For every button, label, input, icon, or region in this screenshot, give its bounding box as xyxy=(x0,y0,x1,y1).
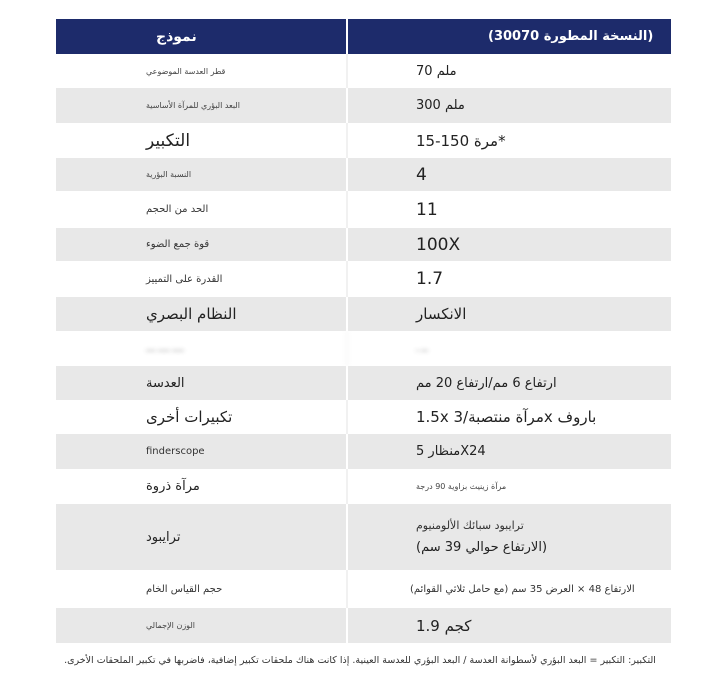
row-value: 15-150 مرة* xyxy=(346,123,671,158)
row-label: الوزن الإجمالي xyxy=(146,621,195,630)
row-label: القدرة على التمييز xyxy=(146,273,223,285)
row-value: الارتفاع 48 × العرض 35 سم (مع حامل ثلاثي القوائم) xyxy=(346,570,671,608)
row-value: الانكسار xyxy=(346,297,671,331)
tripod-height: (الارتفاع حوالي 39 سم) xyxy=(416,540,548,555)
row-label: قوة جمع الضوء xyxy=(146,239,210,250)
row-label: النسبة البؤرية xyxy=(146,170,192,179)
header-model: نموذج xyxy=(156,28,197,45)
table-row xyxy=(56,261,671,297)
row-label: العدسة xyxy=(146,375,185,391)
row-value: 11 xyxy=(346,191,671,228)
row-label: تكبيرات أخرى xyxy=(146,408,233,426)
table-row xyxy=(56,469,671,504)
header-version: (النسخة المطورة 30070) xyxy=(346,19,671,54)
row-label: البعد البؤري للمرآة الأساسية xyxy=(146,101,240,110)
row-label: قطر العدسة الموضوعي xyxy=(146,66,226,76)
row-value: ـــ ـ xyxy=(346,331,671,366)
row-value: 4 xyxy=(346,158,671,191)
row-value: 300 ملم xyxy=(346,88,671,123)
spec-table xyxy=(56,19,671,643)
table-row xyxy=(56,123,671,158)
table-row xyxy=(56,434,671,469)
row-value: 1.9 كجم xyxy=(346,608,671,643)
row-label: ـــــ ـــــ ــــ xyxy=(146,344,184,353)
tripod-material: ترايبود سبائك الألومنيوم xyxy=(416,519,524,532)
row-label: التكبير xyxy=(146,130,191,151)
magnification-footnote: التكبير: التكبير = البعد البؤري لأسطوانة العدسة / البعد البؤري للعدسة العينية. إذا كانت هناك ملحقات تكبير إضافية، فاضربها في تكبير الملحقات الأخرى. xyxy=(64,655,656,666)
row-value: 70 ملم xyxy=(346,54,671,88)
table-row xyxy=(56,158,671,191)
table-row xyxy=(56,366,671,400)
row-label: finderscope xyxy=(146,446,205,457)
row-label: مرآة ذروة xyxy=(146,479,200,494)
row-label: ترايبود xyxy=(146,529,181,545)
table-row xyxy=(56,191,671,228)
table-row xyxy=(56,504,671,570)
table-row xyxy=(56,331,671,366)
row-value: مرآة زينيث بزاوية 90 درجة xyxy=(346,469,671,504)
row-value: منظار 5X24 xyxy=(346,434,671,469)
table-row xyxy=(56,608,671,643)
row-value: ارتفاع 6 مم/ارتفاع 20 مم xyxy=(346,366,671,400)
table-row xyxy=(56,228,671,261)
row-value: 100X xyxy=(346,228,671,261)
table-row xyxy=(56,54,671,88)
row-value: 1.7 xyxy=(346,261,671,297)
table-header xyxy=(56,19,671,54)
row-label: حجم القياس الخام xyxy=(146,583,223,595)
row-label: الحد من الحجم xyxy=(146,204,209,215)
row-value: 1.5x مرآة منتصبة/3x باروف xyxy=(346,400,671,434)
row-label: النظام البصري xyxy=(146,305,237,323)
table-row xyxy=(56,400,671,434)
table-row xyxy=(56,297,671,331)
table-row xyxy=(56,570,671,608)
row-value xyxy=(346,504,671,570)
table-row xyxy=(56,88,671,123)
